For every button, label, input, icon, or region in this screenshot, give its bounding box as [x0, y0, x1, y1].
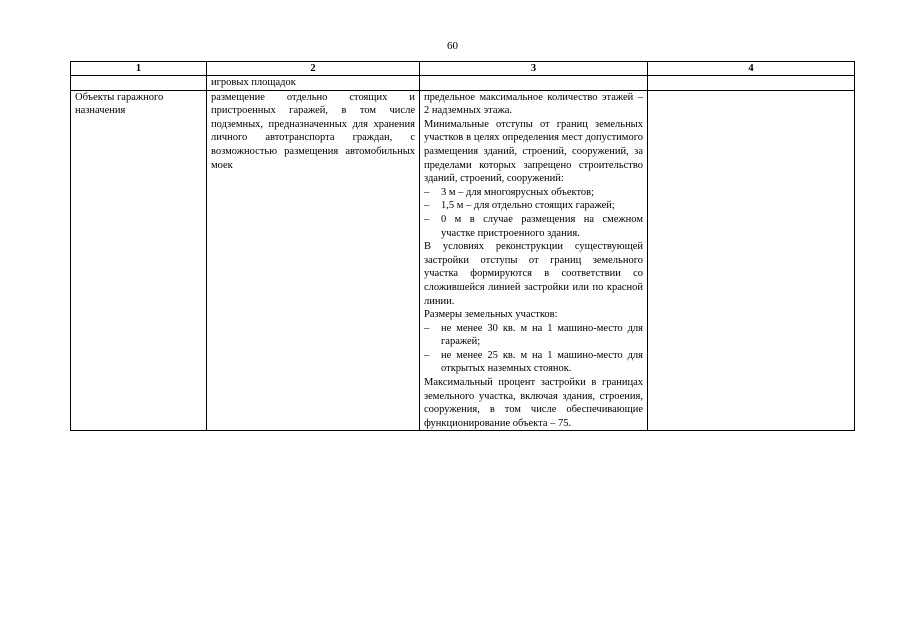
- list-item: – 0 м в случае размещения на смежном участке пристроенного здания.: [424, 213, 643, 240]
- list-item: – не менее 30 кв. м на 1 машино-место для гаражей;: [424, 322, 643, 349]
- table-row: [71, 90, 855, 431]
- reconstruction-text: В условиях реконструкции существующей застройки отступы от границ земельного участка формируются в соответствии со сложившейся линией застройки или по красной линии.: [424, 241, 643, 307]
- table-header-row: [71, 62, 855, 76]
- list-item: – 3 м – для многоярусных объектов;: [424, 186, 643, 200]
- parameters-cell: [420, 90, 648, 431]
- setbacks-intro-text: Минимальные отступы от границ земельных участков в целях определения мест допустимого размещения зданий, строений, сооружений, за пределами которых запрещено строительство зданий, строений, сооружений:: [424, 118, 643, 185]
- permitted-use-cell: размещение отдельно стоящих и пристроенных гаражей, в том числе подземных, предназначенных для хранения личного автотранспорта граждан, с возможностью размещения автомобильных моек: [207, 90, 420, 431]
- notes-cell: [648, 90, 855, 431]
- header-col-1: 1: [71, 62, 207, 76]
- plot-sizes-intro-text: Размеры земельных участков:: [424, 309, 558, 321]
- page-number: 60: [447, 40, 458, 52]
- continuation-col-4: [648, 76, 855, 91]
- continuation-col-2: игровых площадок: [207, 76, 420, 91]
- header-col-4: 4: [648, 62, 855, 76]
- max-floors-text: предельное максимальное количество этажей – 2 надземных этажа.: [424, 91, 643, 117]
- object-type-cell: Объекты гаражного назначения: [71, 90, 207, 431]
- continuation-col-1: [71, 76, 207, 91]
- header-col-3: 3: [420, 62, 648, 76]
- header-col-2: 2: [207, 62, 420, 76]
- list-item: – 1,5 м – для отдельно стоящих гаражей;: [424, 199, 643, 213]
- continuation-col-3: [420, 76, 648, 91]
- max-coverage-text: Максимальный процент застройки в границах земельного участка, включая здания, строения, сооружения, в том числе обеспечивающие функционирование объекта – 75.: [424, 377, 643, 429]
- setbacks-list: [424, 186, 643, 240]
- regulations-table: [70, 61, 855, 431]
- list-item: – не менее 25 кв. м на 1 машино-место для открытых наземных стоянок.: [424, 349, 643, 376]
- plot-sizes-list: [424, 322, 643, 376]
- continuation-row: [71, 76, 855, 91]
